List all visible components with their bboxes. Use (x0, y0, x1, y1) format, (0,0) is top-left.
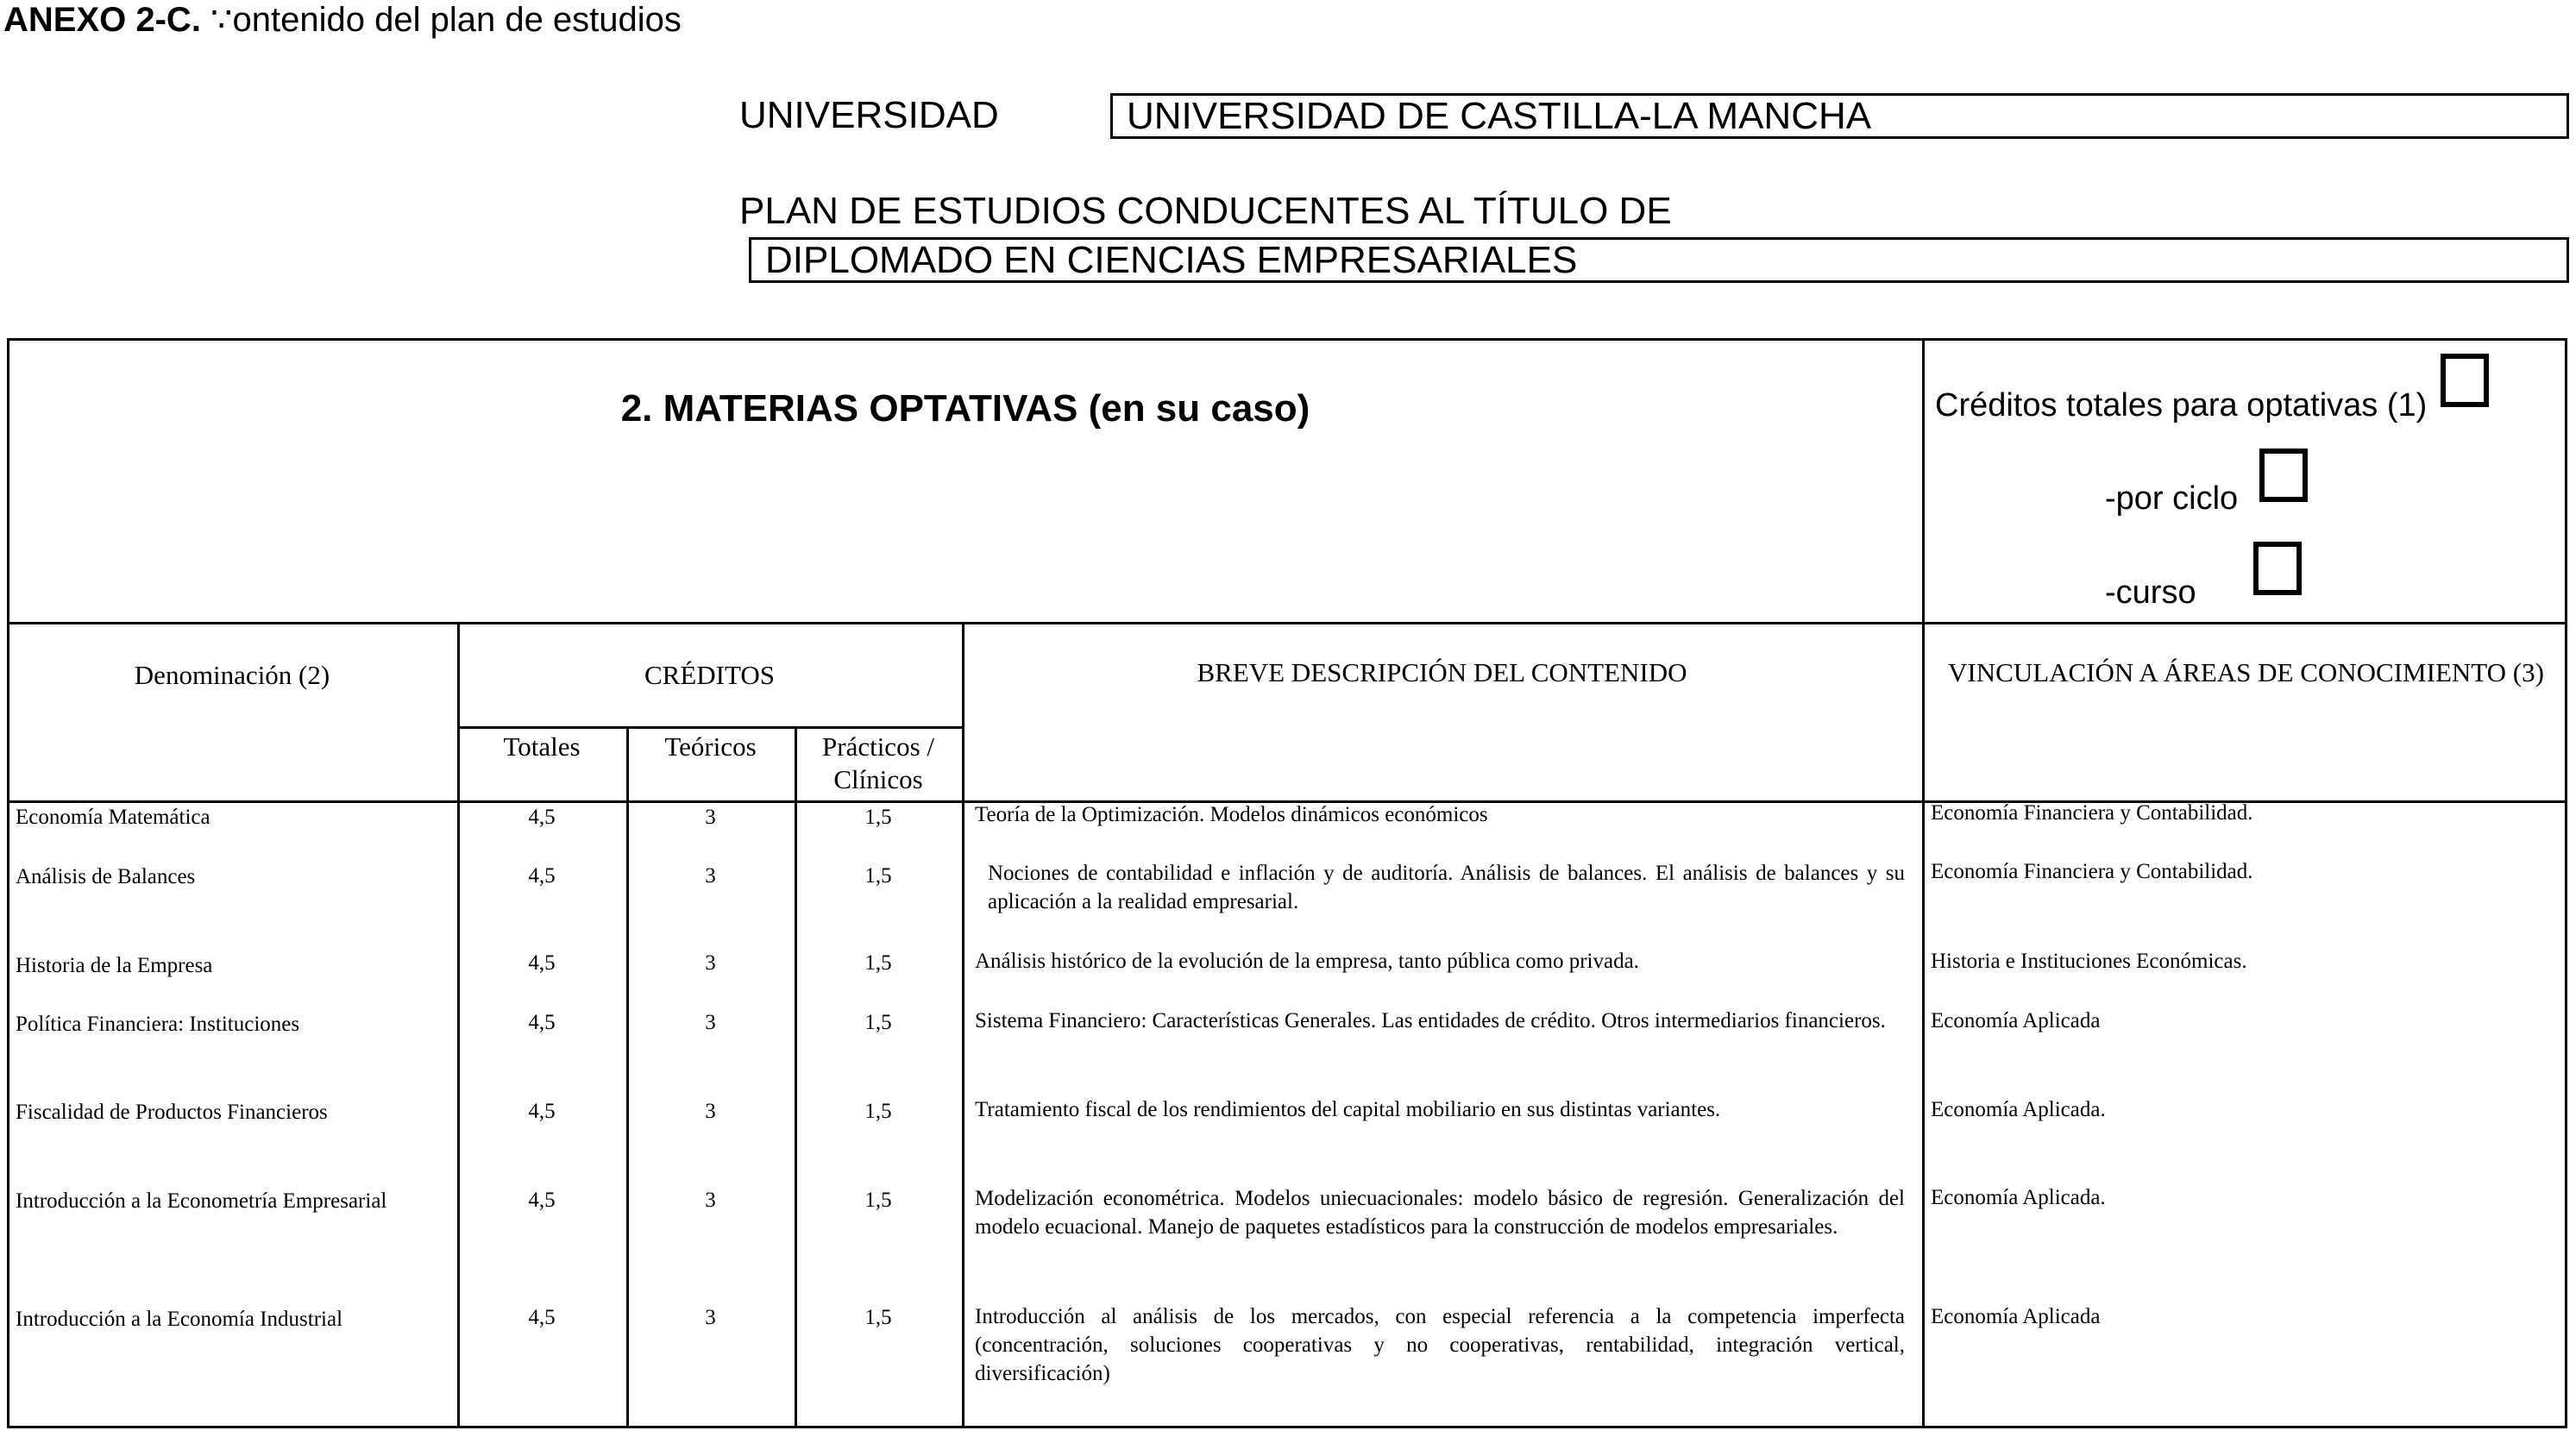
row-description: Introducción al análisis de los mercados, con especial referencia a la competencia imperfecta (concentración, soluciones cooperativas y no cooperativas, rentabilidad, integración vertical, diversificación) (975, 1305, 1905, 1385)
row-practice: 1,5 (864, 951, 892, 975)
row-description: Modelización econométrica. Modelos uniecuacionales: modelo básico de regresión. Generalización del modelo ecuacional. Manejo de paquetes estadísticos para la construcción de modelos empresariales. (975, 1187, 1905, 1239)
row-total: 4,5 (528, 1189, 556, 1212)
section-title: 2. MATERIAS OPTATIVAS (en su caso) (620, 387, 1310, 430)
header-name: Denominación (2) (134, 660, 330, 690)
plan-label: PLAN DE ESTUDIOS CONDUCENTES AL TÍTULO DE (739, 190, 1672, 232)
per-cycle-checkbox[interactable] (2259, 449, 2308, 502)
credits-subheader-divider (457, 726, 964, 729)
row-practice: 1,5 (864, 864, 892, 888)
row-name: Política Financiera: Instituciones (16, 1013, 300, 1036)
row-area: Historia e Instituciones Económicas. (1931, 950, 2247, 973)
areas-column-divider (1922, 338, 1925, 1428)
row-theory: 3 (705, 1011, 716, 1034)
university-field (1110, 93, 2569, 139)
row-practice: 1,5 (864, 1100, 892, 1123)
row-description: Tratamiento fiscal de los rendimientos del capital mobiliario en sus distintas variantes. (975, 1098, 1721, 1121)
row-area: Economía Aplicada (1931, 1009, 2101, 1032)
row-area: Economía Aplicada. (1931, 1186, 2106, 1209)
header-credits: CRÉDITOS (644, 660, 775, 690)
row-total: 4,5 (528, 1100, 556, 1123)
row-name: Análisis de Balances (16, 865, 196, 888)
row-name: Economía Matemática (16, 806, 210, 829)
header-theory: Teóricos (664, 731, 757, 762)
row-practice: 1,5 (864, 1189, 892, 1212)
row-theory: 3 (705, 864, 716, 888)
row-theory: 3 (705, 1189, 716, 1212)
plan-field (749, 237, 2569, 283)
row-practice: 1,5 (864, 1011, 892, 1034)
row-total: 4,5 (528, 1011, 556, 1034)
header-description: BREVE DESCRIPCIÓN DEL CONTENIDO (1197, 657, 1687, 687)
row-total: 4,5 (528, 806, 556, 829)
row-area: Economía Aplicada. (1931, 1098, 2106, 1121)
row-total: 4,5 (528, 951, 556, 975)
row-name: Historia de la Empresa (16, 954, 213, 977)
row-total: 4,5 (528, 1306, 556, 1329)
header-areas: VINCULACIÓN A ÁREAS DE CONOCIMIENTO (3) (1948, 657, 2544, 687)
credits-column-divider (962, 622, 964, 1428)
row-theory: 3 (705, 1306, 716, 1329)
row-practice: 1,5 (864, 1306, 892, 1329)
row-name: Introducción a la Econometría Empresarial (16, 1189, 387, 1213)
header-practice-line1: Prácticos / (822, 731, 934, 762)
header-totals: Totales (503, 731, 581, 762)
row-description: Análisis histórico de la evolución de la empresa, tanto pública como privada. (975, 950, 1639, 973)
row-area: Economía Aplicada (1931, 1305, 2101, 1328)
row-theory: 3 (705, 1100, 716, 1123)
annex-number: ANEXO 2-C. (3, 1, 201, 39)
annex-title (3, 0, 682, 40)
per-cycle-label: -por ciclo (2105, 480, 2239, 517)
credits-total-label: Créditos totales para optativas (1) (1935, 387, 2428, 423)
header-practice (795, 731, 962, 796)
row-name: Introducción a la Economía Industrial (16, 1308, 343, 1331)
header-divider (7, 622, 2567, 624)
annex-subtitle: ∵ontenido del plan de estudios (200, 1, 682, 39)
row-description: Sistema Financiero: Características Generales. Las entidades de crédito. Otros intermediarios financieros. (975, 1009, 1886, 1032)
row-theory: 3 (705, 806, 716, 829)
header-practice-line2: Clínicos (833, 764, 923, 794)
university-value: UNIVERSIDAD DE CASTILLA-LA MANCHA (1127, 95, 1872, 137)
row-name: Fiscalidad de Productos Financieros (16, 1101, 328, 1124)
plan-value: DIPLOMADO EN CIENCIAS EMPRESARIALES (765, 239, 1578, 281)
row-theory: 3 (705, 951, 716, 975)
row-area: Economía Financiera y Contabilidad. (1931, 801, 2253, 825)
row-area: Economía Financiera y Contabilidad. (1931, 860, 2253, 883)
row-description: Teoría de la Optimización. Modelos dinámicos económicos (975, 803, 1488, 826)
row-practice: 1,5 (864, 806, 892, 829)
per-course-checkbox[interactable] (2253, 542, 2302, 595)
credits-total-checkbox[interactable] (2441, 354, 2489, 407)
row-description: Nociones de contabilidad e inflación y de auditoría. Análisis de balances. El análisis de balances y su aplicación a la realidad empresarial. (988, 862, 1905, 913)
per-course-label: -curso (2105, 574, 2196, 611)
row-total: 4,5 (528, 864, 556, 888)
university-label: UNIVERSIDAD (739, 94, 999, 136)
